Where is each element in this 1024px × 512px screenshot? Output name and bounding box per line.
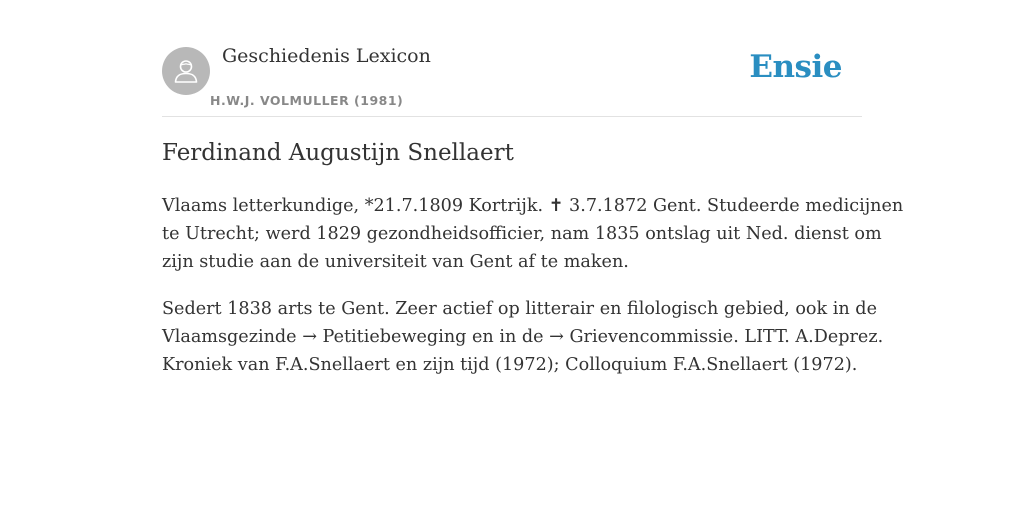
page-container <box>162 0 904 375</box>
article-body <box>162 192 904 398</box>
user-icon <box>172 57 200 85</box>
paragraph-line: Kroniek van F.A.Snellaert en zijn tijd (1972); Colloquium F.A.Snellaert (1972). <box>162 355 858 375</box>
paragraph-line: zijn studie aan de universiteit van Gent af te maken. <box>162 252 629 272</box>
paragraph-line: Vlaamsgezinde → Petitiebeweging en in de → Grievencommissie. LITT. A.Deprez. <box>162 327 884 347</box>
article-paragraph <box>162 295 884 379</box>
avatar[interactable] <box>162 47 210 95</box>
page-header <box>162 0 862 117</box>
paragraph-line: Vlaams letterkundige, *21.7.1809 Kortrijk. ✝ 3.7.1872 Gent. Studeerde medicijnen <box>162 196 904 216</box>
article-title: Ferdinand Augustijn Snellaert <box>162 140 514 166</box>
source-title[interactable]: Geschiedenis Lexicon <box>222 45 431 67</box>
article-paragraph <box>162 192 904 276</box>
paragraph-line: te Utrecht; werd 1829 gezondheidsofficier, nam 1835 ontslag uit Ned. dienst om <box>162 224 882 244</box>
ensie-logo[interactable]: Ensie <box>749 49 842 85</box>
paragraph-line: Sedert 1838 arts te Gent. Zeer actief op litterair en filologisch gebied, ook in de <box>162 299 877 319</box>
source-author[interactable]: H.W.J. VOLMULLER (1981) <box>210 93 404 108</box>
